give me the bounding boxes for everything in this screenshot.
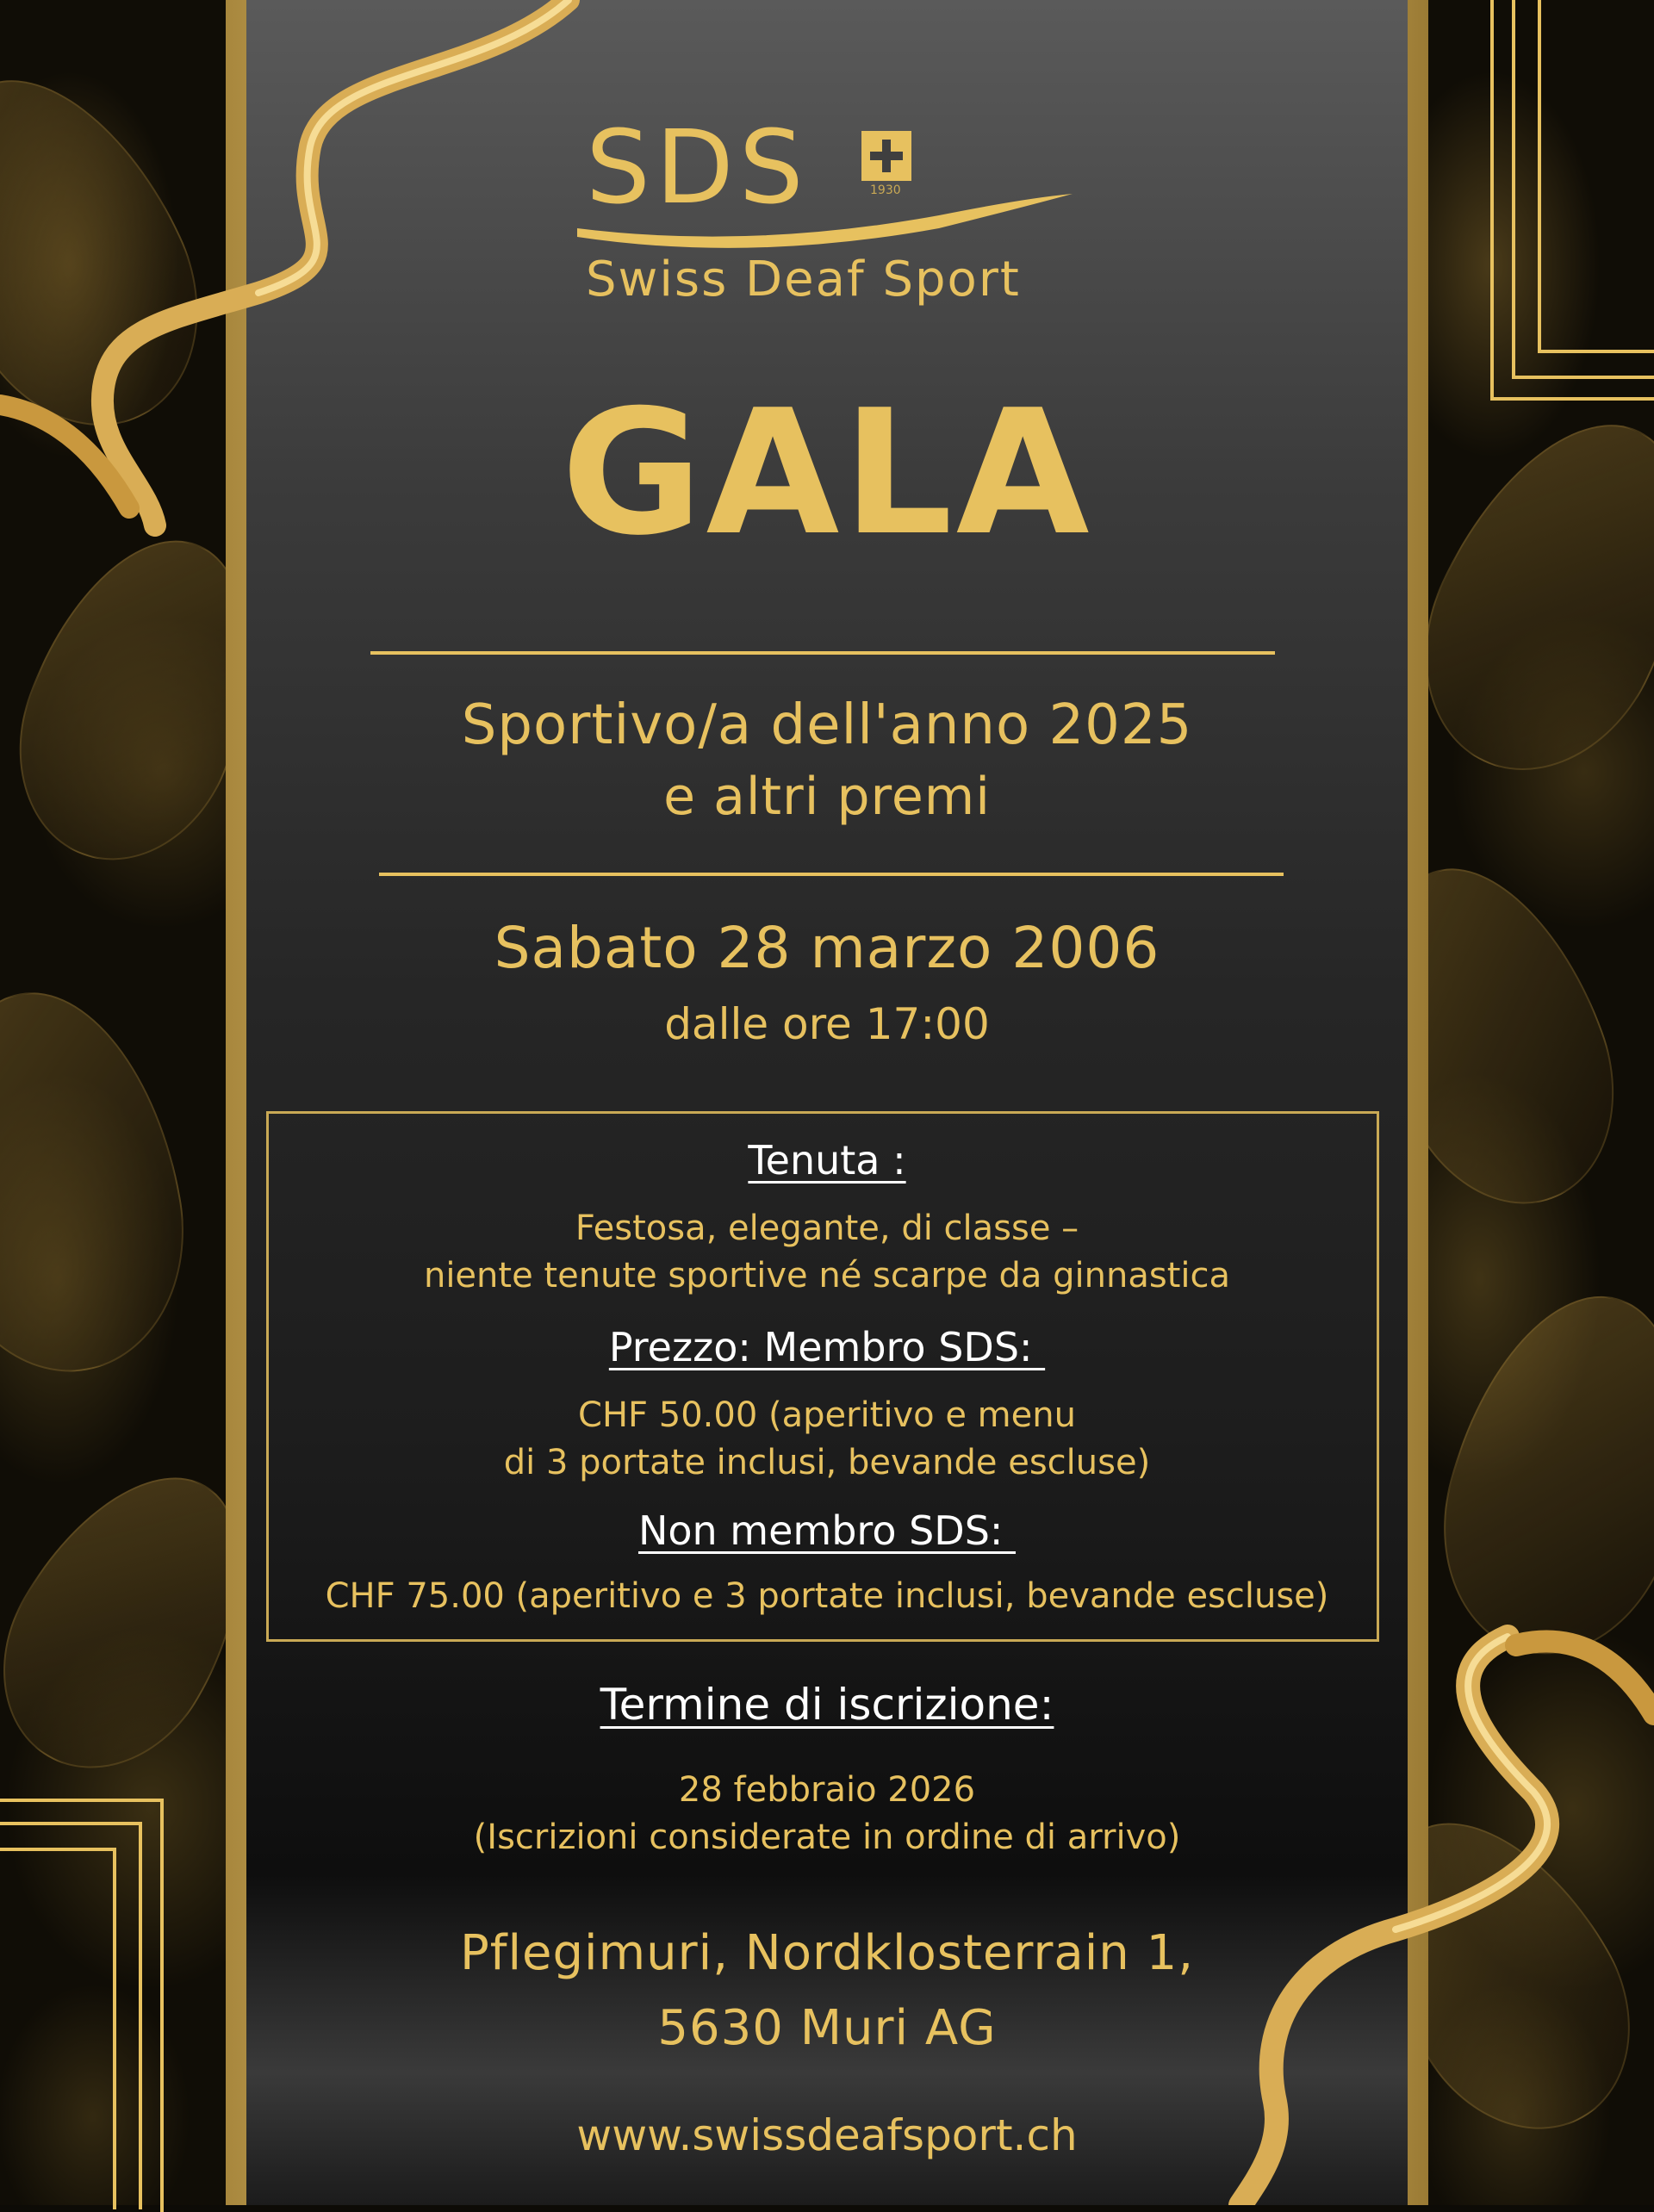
- registration-heading: Termine di iscrizione:: [600, 1680, 1054, 1730]
- leaf-decoration: [1413, 1269, 1654, 1681]
- swiss-cross-icon: [861, 131, 911, 181]
- event-date: Sabato 28 marzo 2006: [494, 915, 1160, 981]
- prezzo-text-line1: CHF 50.00 (aperitivo e menu: [578, 1395, 1076, 1435]
- leaf-decoration: [0, 38, 242, 465]
- registration-deadline: 28 febbraio 2026: [678, 1770, 976, 1810]
- divider-bottom: [379, 873, 1284, 876]
- tenuta-text-line1: Festosa, elegante, di classe –: [575, 1209, 1079, 1248]
- event-subtitle-line1: Sportivo/a dell'anno 2025: [461, 693, 1193, 757]
- website-link[interactable]: www.swissdeafsport.ch: [576, 2110, 1078, 2160]
- tenuta-text-line2: niente tenute sportive né scarpe da ginnastica: [423, 1256, 1231, 1296]
- logo-swoosh-icon: [577, 177, 1077, 254]
- venue-line2: 5630 Muri AG: [657, 2000, 997, 2056]
- logo-name: Swiss Deaf Sport: [586, 252, 1021, 308]
- leaf-decoration: [0, 972, 207, 1392]
- logo-year: 1930: [870, 183, 901, 197]
- prezzo-text-line2: di 3 portate inclusi, bevande escluse): [503, 1443, 1151, 1482]
- event-subtitle-line2: e altri premi: [663, 767, 991, 827]
- event-time: dalle ore 17:00: [664, 999, 990, 1049]
- prezzo-heading: Prezzo: Membro SDS:: [608, 1324, 1046, 1370]
- tenuta-heading: Tenuta :: [748, 1137, 906, 1184]
- info-box: [266, 1111, 1379, 1642]
- registration-note: (Iscrizioni considerate in ordine di arrivo): [473, 1817, 1181, 1857]
- corner-frame-top-right-inner2: [1538, 0, 1654, 353]
- venue-line1: Pflegimuri, Nordklosterrain 1,: [459, 1925, 1195, 1981]
- logo-acronym: SDS: [586, 108, 809, 227]
- corner-frame-bottom-left-inner2: [0, 1848, 116, 2209]
- divider-top: [370, 651, 1275, 655]
- non-membro-heading: Non membro SDS:: [637, 1507, 1017, 1554]
- non-membro-text: CHF 75.00 (aperitivo e 3 portate inclusi, bevande escluse): [325, 1576, 1329, 1616]
- event-title: GALA: [561, 373, 1093, 574]
- central-panel: [246, 0, 1408, 2205]
